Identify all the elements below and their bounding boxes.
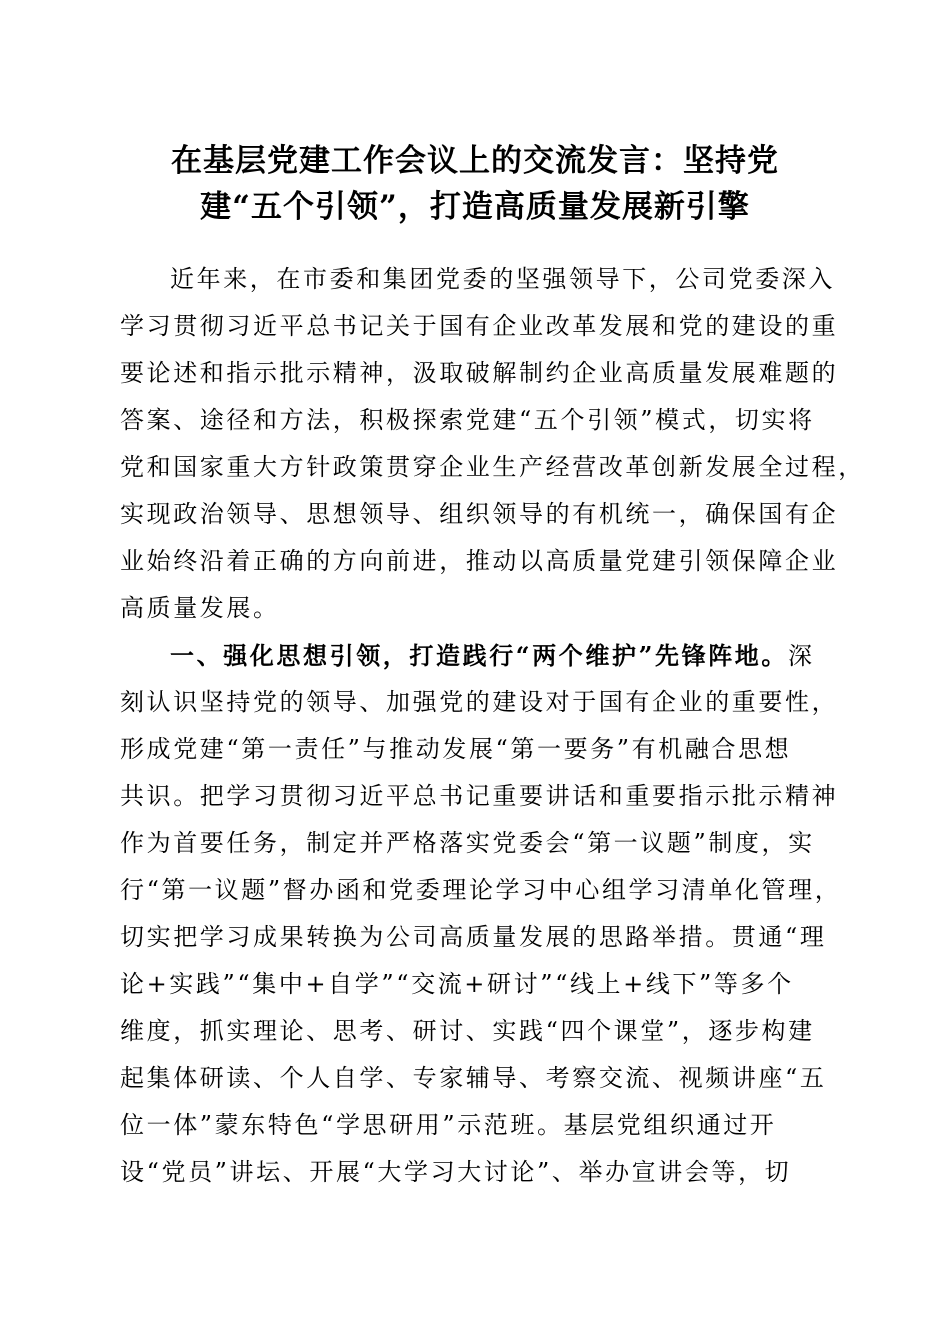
text-line: 设“党员”讲坛、开展“大学习大讨论”、举办宣讲会等，切 (120, 1158, 792, 1186)
paragraph-intro (120, 256, 865, 632)
text-line: 作为首要任务，制定并严格落实党委会“第一议题”制度，实 (120, 829, 815, 857)
text-line: 起集体研读、个人自学、专家辅导、考察交流、视频讲座“五 (120, 1064, 827, 1092)
text-line: 要论述和指示批示精神，汲取破解制约企业高质量发展难题的 (120, 359, 839, 387)
text-line: 共识。把学习贯彻习近平总书记重要讲话和重要指示批示精神 (120, 782, 839, 810)
title-line-1: 在基层党建工作会议上的交流发言：坚持党 (171, 143, 779, 179)
text-line: 答案、途径和方法，积极探索党建“五个引领”模式，切实将 (120, 406, 815, 434)
title-line-2: 建“五个引领”，打造高质量发展新引擎 (200, 189, 750, 225)
document-title (100, 138, 850, 230)
section-1-heading: 一、强化思想引领，打造践行“两个维护”先锋阵地。 (170, 641, 789, 670)
document-body (120, 256, 865, 1196)
text-line: 刻认识坚持党的领导、加强党的建设对于国有企业的重要性， (120, 688, 839, 716)
text-line: 论+实践”“集中+自学”“交流+研讨”“线上+线下”等多个 (120, 970, 794, 998)
text-line: 业始终沿着正确的方向前进，推动以高质量党建引领保障企业 (120, 547, 839, 575)
text-line: 切实把学习成果转换为公司高质量发展的思路举措。贯通“理 (120, 923, 827, 951)
text-fragment: 深 (788, 642, 815, 670)
text-line: 党和国家重大方针政策贯穿企业生产经营改革创新发展全过程， (120, 453, 865, 481)
text-line: 行“第一议题”督办函和党委理论学习中心组学习清单化管理， (120, 876, 842, 904)
text-line: 近年来，在市委和集团党委的坚强领导下，公司党委深入 (170, 265, 835, 293)
text-line: 学习贯彻习近平总书记关于国有企业改革发展和党的建设的重 (120, 312, 839, 340)
text-line: 实现政治领导、思想领导、组织领导的有机统一，确保国有企 (120, 500, 839, 528)
section-1-first-line (120, 632, 832, 679)
text-line: 高质量发展。 (120, 594, 280, 622)
text-line: 维度，抓实理论、思考、研讨、实践“四个课堂”，逐步构建 (120, 1017, 815, 1045)
text-line: 形成党建“第一责任”与推动发展“第一要务”有机融合思想 (120, 735, 792, 763)
text-line: 位一体”蒙东特色“学思研用”示范班。基层党组织通过开 (120, 1111, 777, 1139)
section-1 (120, 632, 842, 1196)
